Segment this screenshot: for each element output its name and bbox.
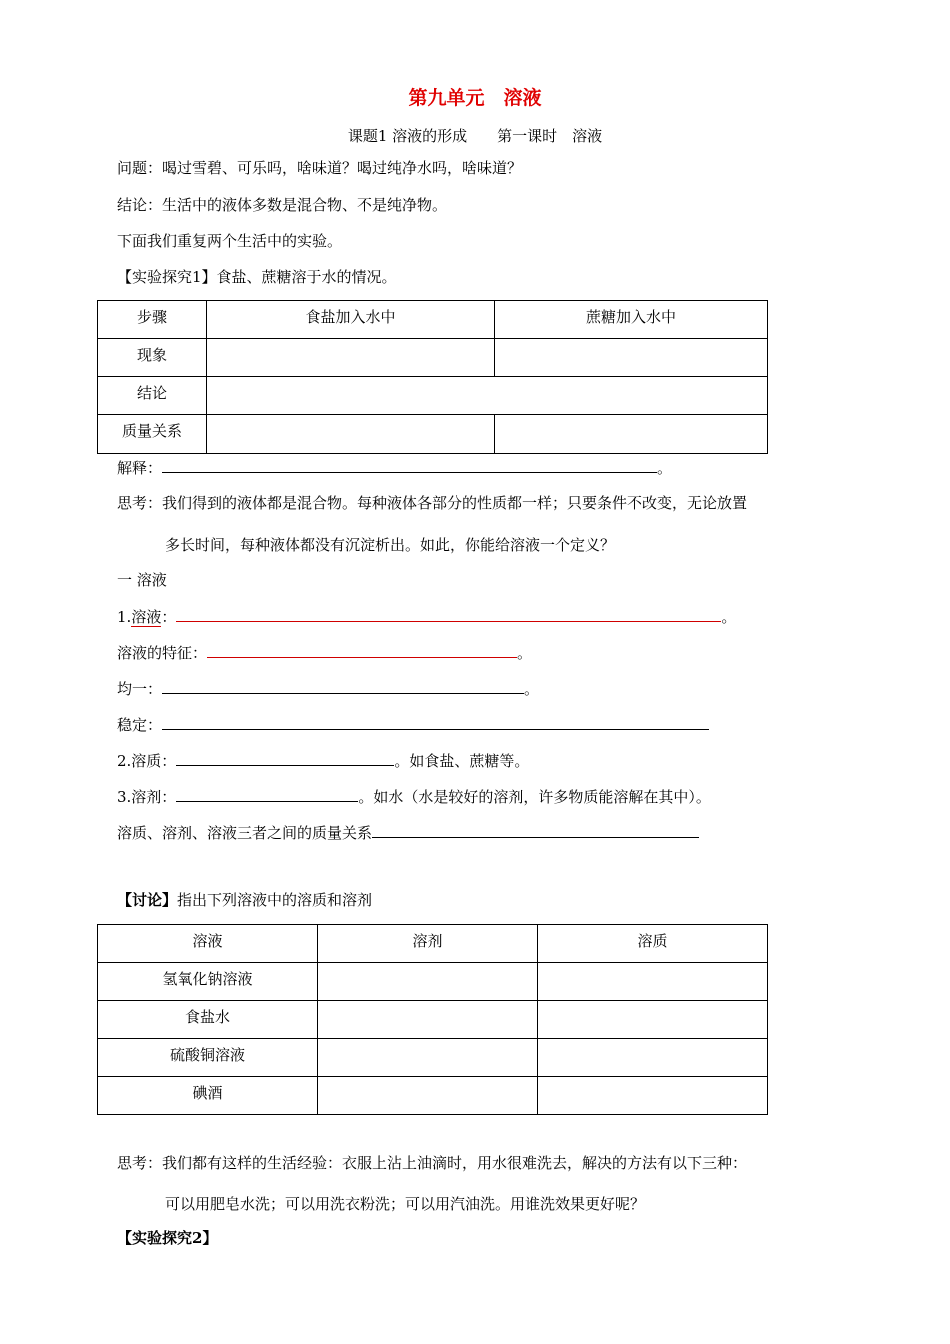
table-header-cell: 食盐加入水中	[207, 301, 495, 339]
solvent-example: 。如水（水是较好的溶剂，许多物质能溶解在其中）。	[358, 788, 711, 806]
page-title: 第九单元 溶液	[408, 87, 542, 109]
relation-line	[117, 822, 699, 843]
table-row-label: 碘酒	[98, 1077, 318, 1115]
table-row	[98, 339, 768, 377]
discussion-heading	[117, 890, 372, 910]
stable-line	[117, 714, 709, 735]
table-header-cell: 步骤	[98, 301, 207, 339]
feature-blank[interactable]	[207, 642, 517, 658]
answer-cell[interactable]	[318, 1077, 538, 1115]
solvent-blank[interactable]	[176, 786, 358, 802]
explain-label: 解释：	[117, 459, 163, 477]
table-row	[98, 1077, 768, 1115]
answer-cell[interactable]	[495, 415, 768, 454]
solute-label: 2.溶质：	[117, 752, 177, 770]
table-row	[98, 1039, 768, 1077]
solution-definition-line	[117, 606, 736, 627]
repeat-text: 下面我们重复两个生活中的实验。	[117, 232, 343, 250]
answer-cell[interactable]	[318, 1039, 538, 1077]
experiment1-table	[97, 300, 768, 454]
question-text: 问题：喝过雪碧、可乐吗，啥味道？喝过纯净水吗，啥味道？	[117, 159, 523, 177]
solution-term: 溶液	[131, 608, 162, 626]
table-row	[98, 377, 768, 415]
table-row	[98, 925, 768, 963]
table-row	[98, 415, 768, 454]
discussion-text: 指出下列溶液中的溶质和溶剂	[177, 891, 373, 909]
line-end: 。	[517, 644, 533, 662]
uniform-label: 均一：	[117, 680, 163, 698]
solute-solvent-table	[97, 924, 768, 1115]
uniform-blank[interactable]	[162, 678, 524, 694]
answer-cell[interactable]	[207, 377, 768, 415]
solution-blank[interactable]	[176, 606, 721, 622]
solvent-label: 3.溶剂：	[117, 788, 177, 806]
answer-cell[interactable]	[207, 339, 495, 377]
explain-blank[interactable]	[162, 457, 657, 473]
solvent-line	[117, 786, 711, 807]
answer-cell[interactable]	[538, 1001, 768, 1039]
solute-blank[interactable]	[176, 750, 394, 766]
table-row-label: 食盐水	[98, 1001, 318, 1039]
section-heading: 一 溶液	[117, 571, 167, 589]
colon: ：	[161, 608, 177, 626]
answer-cell[interactable]	[538, 1039, 768, 1077]
answer-cell[interactable]	[538, 963, 768, 1001]
relation-label: 溶质、溶剂、溶液三者之间的质量关系	[117, 824, 373, 842]
table-row-label: 现象	[98, 339, 207, 377]
uniform-line	[117, 678, 539, 699]
table-row	[98, 301, 768, 339]
table-row	[98, 963, 768, 1001]
table-header-cell: 溶质	[538, 925, 768, 963]
table-row-label: 质量关系	[98, 415, 207, 454]
solute-example: 。如食盐、蔗糖等。	[394, 752, 530, 770]
table-header-cell: 溶液	[98, 925, 318, 963]
answer-cell[interactable]	[318, 1001, 538, 1039]
answer-cell[interactable]	[318, 963, 538, 1001]
answer-cell[interactable]	[538, 1077, 768, 1115]
think2-line1: 思考：我们都有这样的生活经验：衣服上沾上油滴时，用水很难洗去，解决的方法有以下三种：	[117, 1154, 748, 1172]
answer-cell[interactable]	[207, 415, 495, 454]
item-number: 1.	[117, 608, 132, 626]
think2-line2: 可以用肥皂水洗；可以用洗衣粉洗；可以用汽油洗。用谁洗效果更好呢？	[165, 1195, 646, 1213]
conclusion-text: 结论：生活中的液体多数是混合物、不是纯净物。	[117, 196, 448, 214]
feature-label: 溶液的特征：	[117, 644, 208, 662]
stable-blank[interactable]	[162, 714, 709, 730]
solute-line	[117, 750, 529, 771]
answer-cell[interactable]	[495, 339, 768, 377]
discussion-tag: 【讨论】	[117, 891, 178, 909]
feature-line	[117, 642, 532, 663]
lesson-subtitle: 课题1 溶液的形成 第一课时 溶液	[347, 127, 603, 145]
relation-blank[interactable]	[372, 822, 699, 838]
table-row-label: 硫酸铜溶液	[98, 1039, 318, 1077]
explain-line	[117, 457, 672, 478]
experiment1-heading: 【实验探究1】食盐、蔗糖溶于水的情况。	[117, 268, 397, 286]
table-header-cell: 溶剂	[318, 925, 538, 963]
line-end: 。	[721, 608, 737, 626]
experiment2-heading: 【实验探究2】	[117, 1229, 218, 1247]
explain-end: 。	[657, 459, 673, 477]
think1-line2: 多长时间，每种液体都没有沉淀析出。如此，你能给溶液一个定义？	[165, 536, 616, 554]
line-end: 。	[524, 680, 540, 698]
table-row	[98, 1001, 768, 1039]
table-row-label: 氢氧化钠溶液	[98, 963, 318, 1001]
table-header-cell: 蔗糖加入水中	[495, 301, 768, 339]
think1-line1: 思考：我们得到的液体都是混合物。每种液体各部分的性质都一样；只要条件不改变，无论放置	[117, 494, 748, 512]
table-row-label: 结论	[98, 377, 207, 415]
stable-label: 稳定：	[117, 716, 163, 734]
